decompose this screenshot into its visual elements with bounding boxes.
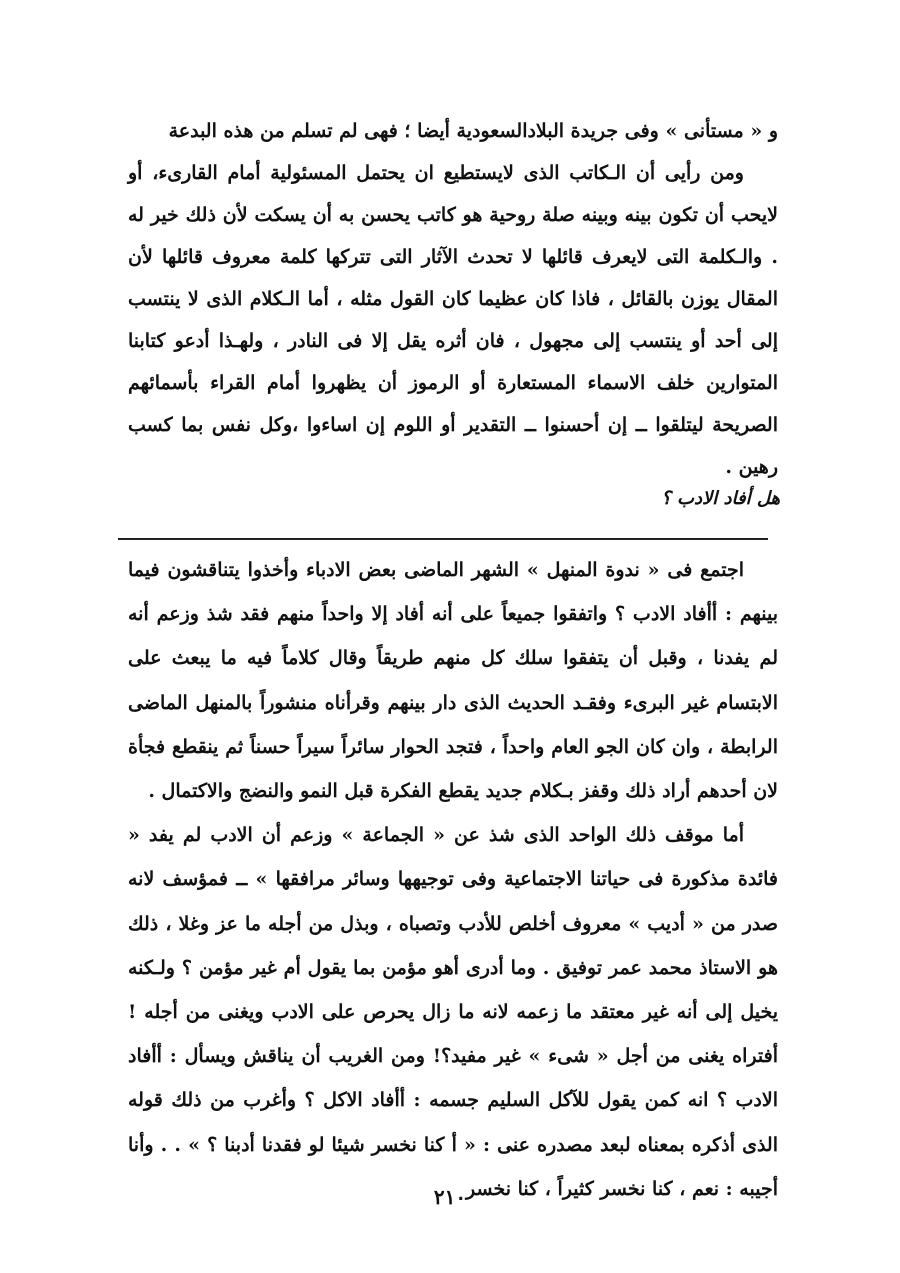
page-number: ٢١٠ xyxy=(433,1185,467,1209)
section-divider xyxy=(118,538,768,540)
paragraph-writer-responsibility: ومن رأيى أن الـكاتب الذى لايستطيع ان يحتمل المسئولية أمام القارىء، أو لايحب أن تكون بينه وبينه صلة روحية هو كاتب يحسن به أن يسكت لأن ذلك خير له . والـكلمة التى لايعرف قائلها لا تحدث الآثار التى تتركها كلمة معروف قائلها لأن المقال يوزن بالقائل ، فاذا كان عظيما كان القول مثله ، أما الـكلام الذى لا ينتسب إلى أحد أو ينتسب إلى مجهول ، فان أثره يقل إلا فى النادر ، ولهـذا أدعو كتابنا المتوارين خلف الاسماء المستعارة أو الرموز أن يظهروا أمام القراء بأسمائهم الصريحة ليتلقوا ــ إن أحسنوا ــ التقدير أو اللوم إن اساءوا ،وكل نفس بما كسب رهين . xyxy=(128,162,778,478)
top-text-block xyxy=(128,110,778,488)
paragraph-manhal-symposium: اجتمع فى « ندوة المنهل » الشهر الماضى بعض الادباء وأخذوا يتناقشون فيما بينهم : أأفاد الادب ؟ واتفقوا جميعاً على أنه أفاد إلا واحداً منهم فقد شذ وزعم أنه لم يفدنا ، وقبل أن يتفقوا سلك كل منهم طريقاً وقال كلاماً فيه ما يبعث على الابتسام غير البرىء وفقـد الحديث الذى دار بينهم وقرأناه منشوراً بالمنهل الماضى الرابطة ، وان كان الجو العام واحداً ، فتجد الحوار سائراً سيراً حسناً ثم ينقطع فجأة لان أحدهم أراد ذلك وقفز بـكلام جديد يقطع الفكرة قبل النمو والنضج والاكتمال . xyxy=(128,559,778,803)
paragraph-continuation: و « مستأنى » وفى جريدة البلادالسعودية أيضا ؛ فهى لم تسلم من هذه البدعة xyxy=(168,120,778,142)
section-heading: هل أفاد الادب ؟ xyxy=(661,488,780,509)
bottom-text-block xyxy=(128,548,778,1211)
paragraph-dissenting-view: أما موقف ذلك الواحد الذى شذ عن « الجماعة » وزعم أن الادب لم يفد « فائدة مذكورة فى حياتنا الاجتماعية وفى توجيهها وسائر مرافقها » ــ فمؤسف لانه صدر من « أديب » معروف أخلص للأدب وتصباه ، وبذل من أجله ما عز وغلا ، ذلك هو الاستاذ محمد عمر توفيق . وما أدرى أهو مؤمن بما يقول أم غير مؤمن ؟ ولـكنه يخيل إلى أنه غير معتقد ما زعمه لانه ما زال يحرص على الادب ويغنى من أجله ! أفتراه يغنى من أجل « شىء » غير مفيد؟! ومن الغريب أن يناقش ويسأل : أأفاد الادب ؟ انه كمن يقول للآكل السليم جسمه : أأفاد الاكل ؟ وأغرب من ذلك قوله الذى أذكره بمعناه لبعد مصدره عنى : « أ كنا نخسر شيئا لو فقدنا أدبنا ؟ » . . وأنا أجيبه : نعم ، كنا نخسر كثيراً ، كنا نخسر xyxy=(128,824,778,1200)
